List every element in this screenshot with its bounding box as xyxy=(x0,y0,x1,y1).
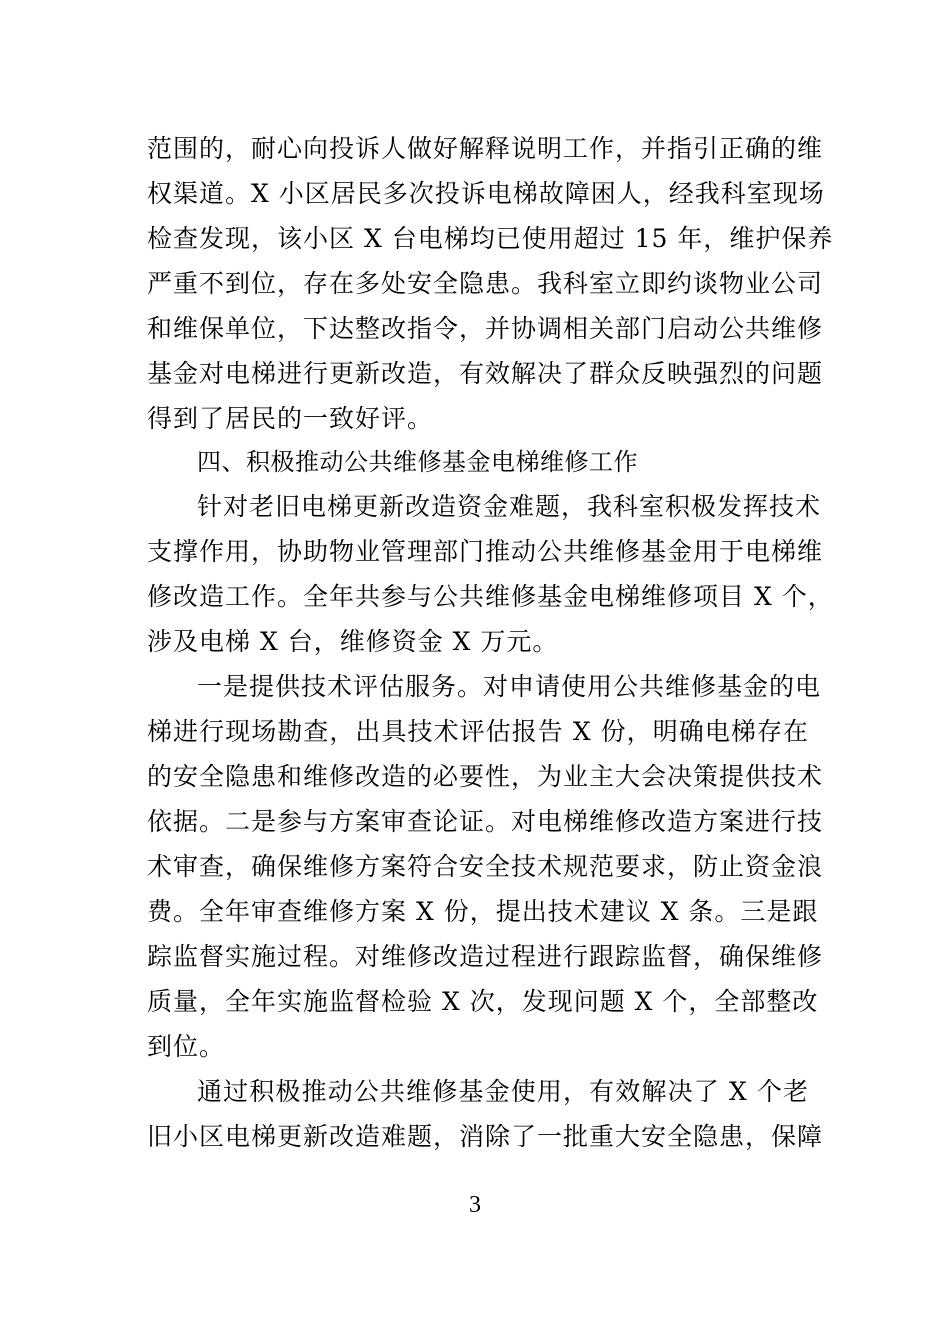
body-text-line: 通过积极推动公共维修基金使用，有效解决了 X 个老 xyxy=(197,1077,809,1106)
body-text-line: 支撑作用，协助物业管理部门推动公共维修基金用于电梯维 xyxy=(147,537,824,566)
body-text-line: 费。全年审查维修方案 X 份，提出技术建议 X 条。三是跟 xyxy=(147,897,819,926)
body-text-line: 一是提供技术评估服务。对申请使用公共维修基金的电 xyxy=(197,672,822,701)
body-text-line: 得到了居民的一致好评。 xyxy=(147,404,434,433)
section-heading: 四、积极推动公共维修基金电梯维修工作 xyxy=(197,448,638,476)
body-text-line: 梯进行现场勘查，出具技术评估报告 X 份，明确电梯存在 xyxy=(147,717,809,746)
page-number: 3 xyxy=(469,1192,481,1218)
body-text-line: 踪监督实施过程。对维修改造过程进行跟踪监督，确保维修 xyxy=(147,942,824,971)
body-text-line: 严重不到位，存在多处安全隐患。我科室立即约谈物业公司 xyxy=(147,269,824,298)
body-text-line: 质量，全年实施监督检验 X 次，发现问题 X 个，全部整改 xyxy=(147,987,819,1016)
body-text-line: 依据。二是参与方案审查论证。对电梯维修改造方案进行技 xyxy=(147,807,824,836)
body-text-line: 的安全隐患和维修改造的必要性，为业主大会决策提供技术 xyxy=(147,762,824,791)
body-text-line: 针对老旧电梯更新改造资金难题，我科室积极发挥技术 xyxy=(197,492,822,521)
body-text-line: 检查发现，该小区 X 台电梯均已使用超过 15 年，维护保养 xyxy=(147,224,834,253)
body-text-line: 范围的，耐心向投诉人做好解释说明工作，并指引正确的维 xyxy=(147,134,824,163)
body-text-line: 涉及电梯 X 台，维修资金 X 万元。 xyxy=(147,627,559,656)
body-text-line: 旧小区电梯更新改造难题，消除了一批重大安全隐患，保障 xyxy=(147,1122,824,1151)
body-text-line: 修改造工作。全年共参与公共维修基金电梯维修项目 X 个， xyxy=(147,582,834,611)
body-text-line: 术审查，确保维修方案符合安全技术规范要求，防止资金浪 xyxy=(147,852,824,881)
body-text-line: 到位。 xyxy=(147,1032,226,1061)
body-text-line: 权渠道。X 小区居民多次投诉电梯故障困人，经我科室现场 xyxy=(147,179,825,208)
body-text-line: 和维保单位，下达整改指令，并协调相关部门启动公共维修 xyxy=(147,314,824,343)
body-text-line: 基金对电梯进行更新改造，有效解决了群众反映强烈的问题 xyxy=(147,359,824,388)
